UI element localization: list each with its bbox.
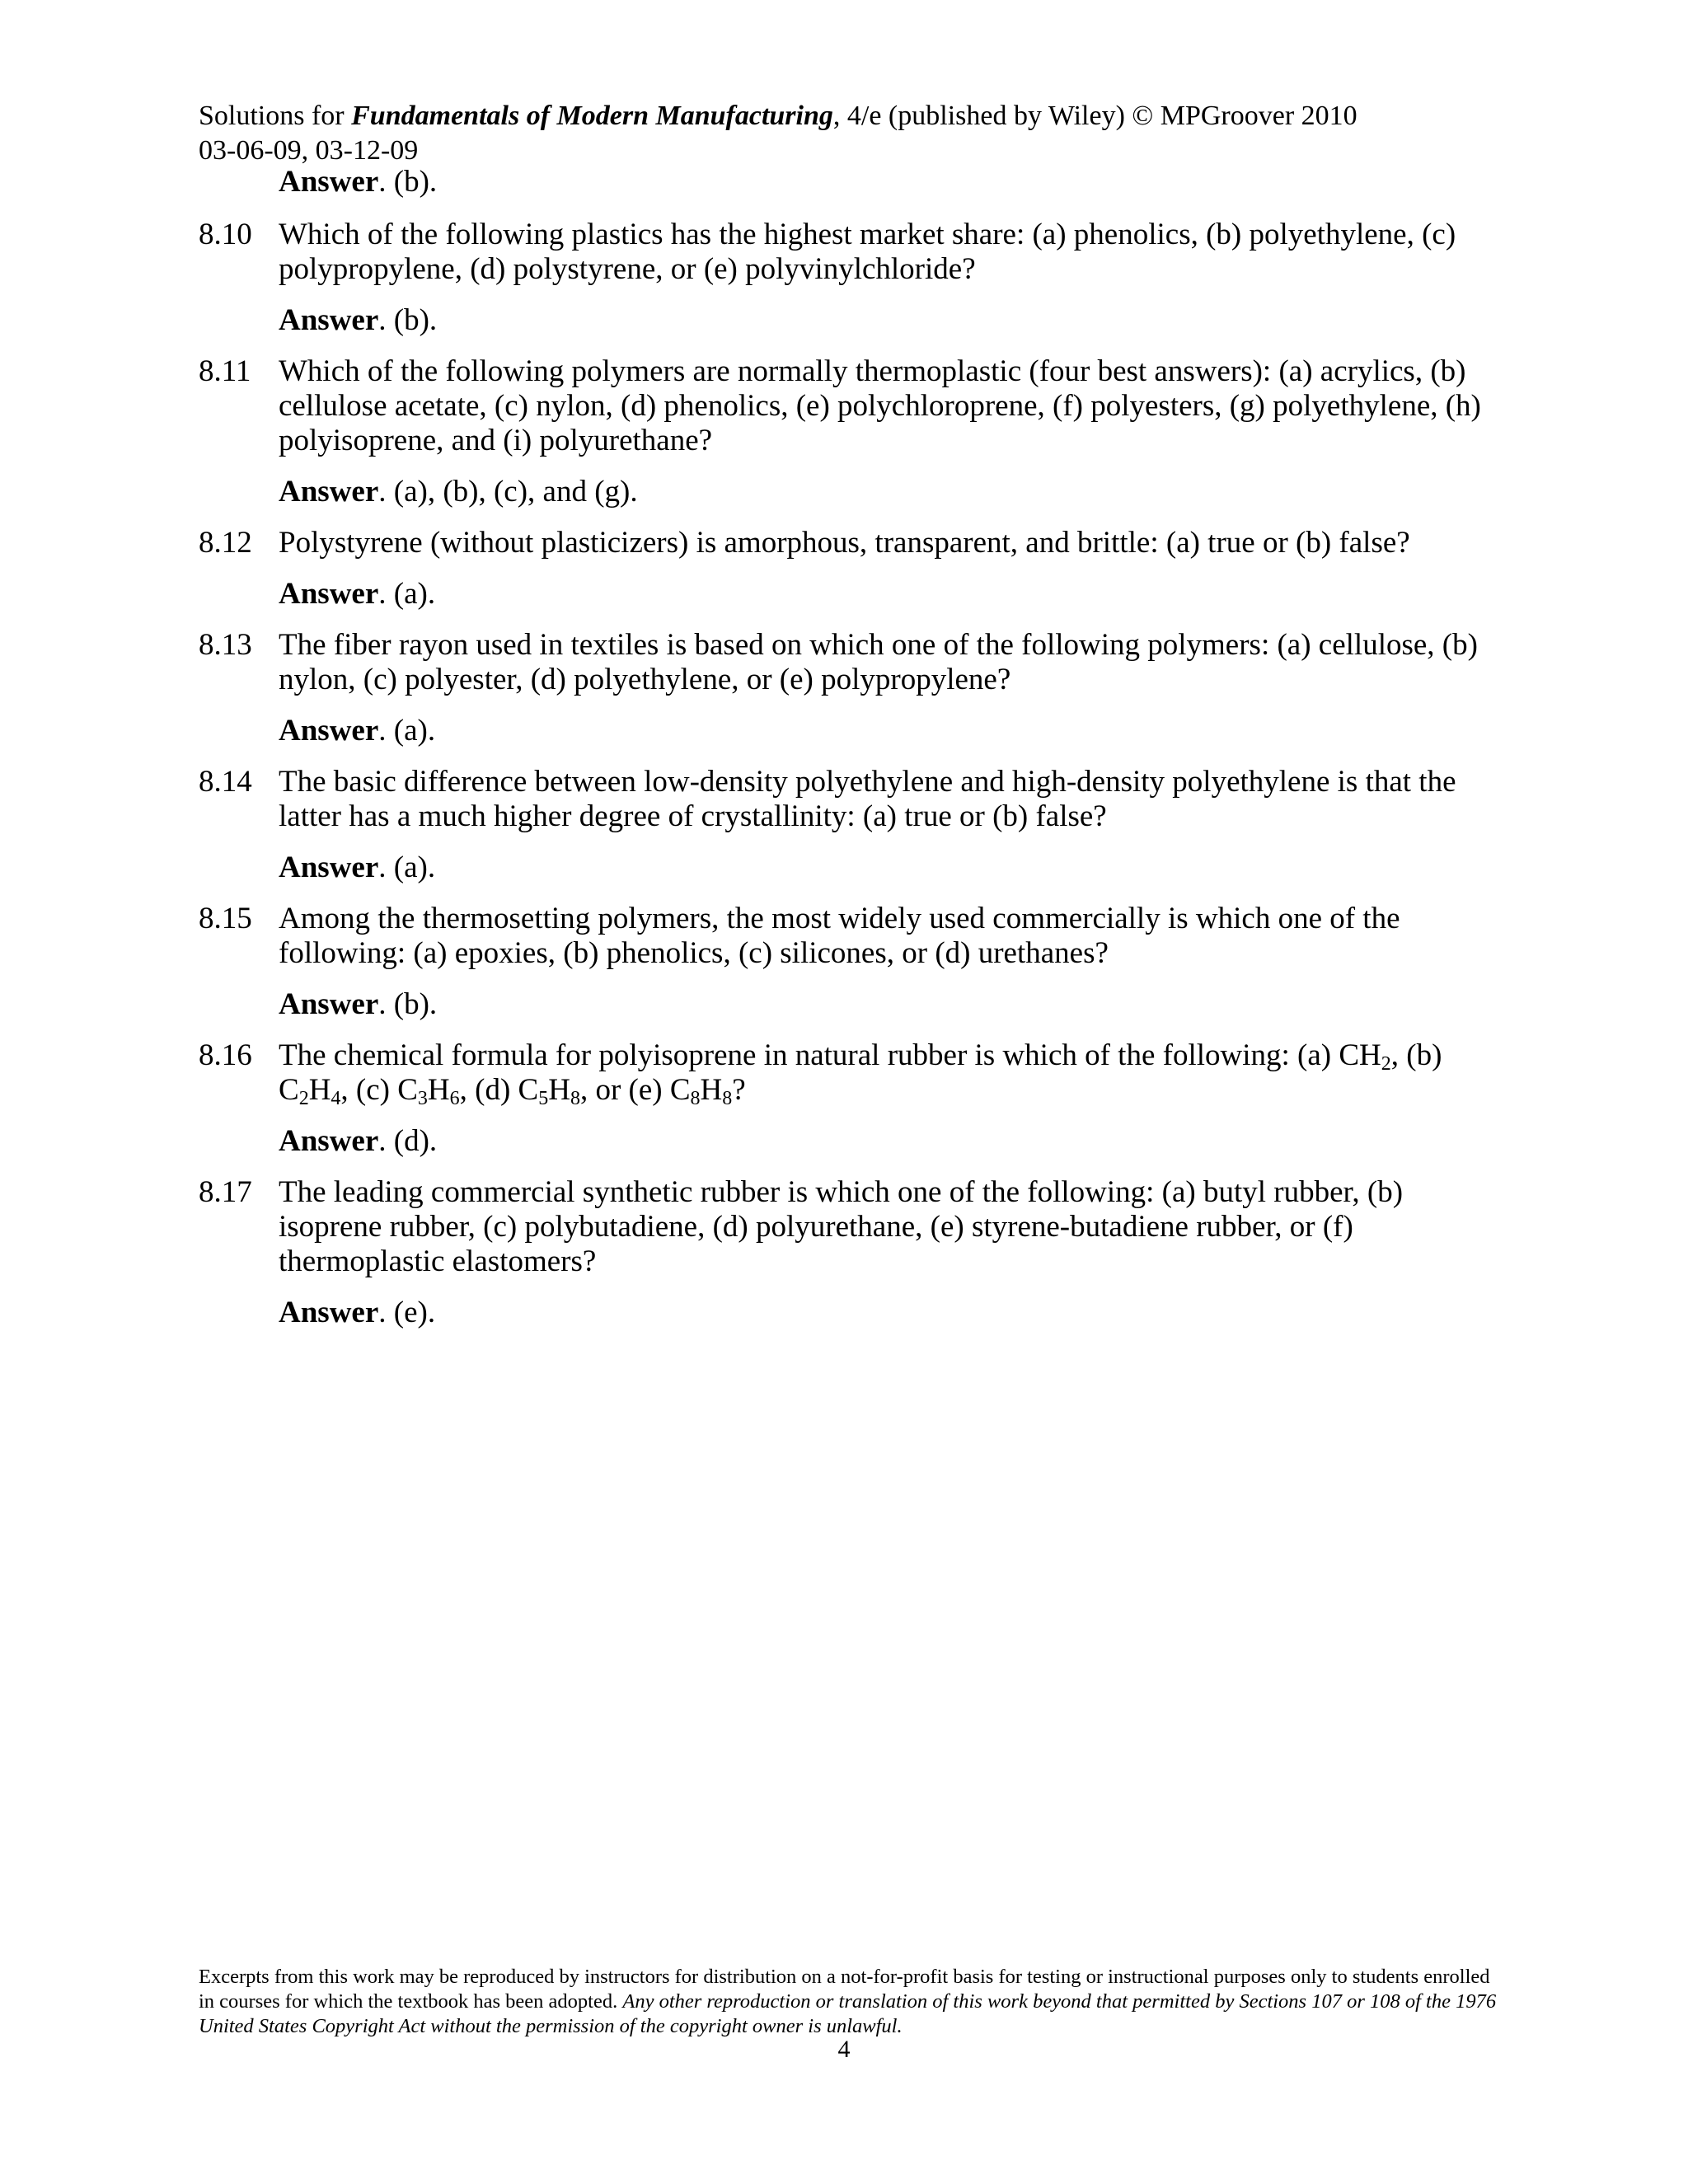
question-number: 8.10 (199, 218, 252, 251)
question-number: 8.15 (199, 902, 252, 935)
answer-value: . (a), (b), (c), and (g). (378, 475, 638, 509)
formula-text: H (700, 1073, 723, 1107)
subscript: 5 (538, 1088, 549, 1109)
book-title: Fundamentals of Modern Manufacturing (351, 101, 833, 131)
question-8-15 (199, 902, 1501, 971)
subscript: 8 (570, 1088, 580, 1109)
copyright-footer (199, 1965, 1501, 2039)
question-8-10 (199, 218, 1501, 287)
subscript: 2 (1381, 1053, 1391, 1075)
subscript: 3 (417, 1088, 428, 1109)
answer-value: . (a). (378, 851, 436, 884)
answer-label: Answer (279, 475, 379, 509)
header-prefix: Solutions for (199, 101, 352, 131)
subscript: 8 (690, 1088, 701, 1109)
answer-8-9 (279, 165, 1501, 199)
formula-text: The chemical formula for polyisoprene in natural rubber is which of the following: (a) CH (279, 1038, 1381, 1072)
question-text: Among the thermosetting polymers, the most widely used commercially is which one of the following: (a) epoxies, (b) phenolics, (c) silicones, or (d) urethanes? (279, 902, 1400, 970)
formula-text: , (c) C (340, 1073, 418, 1107)
footer-text: Excerpts from this work may be reproduced by instructors for distribution on a not-for-profit basis for testing or instructional purposes only to students enrolled in courses for which the textbook has been adopted. (199, 1966, 1490, 2013)
answer-8-10 (279, 303, 1501, 338)
question-text: The leading commercial synthetic rubber is which one of the following: (a) butyl rubber, (b) isoprene rubber, (c) polybutadiene, (d) polyurethane, (e) styrene-butadiene rubber, or (f) thermoplastic elastomers? (279, 1175, 1404, 1278)
answer-label: Answer (279, 165, 379, 199)
question-text (279, 1038, 1501, 1108)
page-header (199, 99, 1357, 168)
question-number: 8.12 (199, 526, 252, 560)
answer-label: Answer (279, 577, 379, 611)
question-number: 8.16 (199, 1038, 252, 1072)
page-number: 4 (837, 2036, 851, 2063)
question-text: Which of the following plastics has the highest market share: (a) phenolics, (b) polyethylene, (c) polypropylene, (d) polystyrene, or (e) polyvinylchloride? (279, 218, 1456, 286)
question-text: Which of the following polymers are normally thermoplastic (four best answers): (a) acrylics, (b) cellulose acetate, (c) nylon, (d) phenolics, (e) polychloroprene, (f) polyesters, (g) polyethylene, (h) polyisoprene, and (i) polyurethane? (279, 354, 1481, 457)
questions-content (199, 165, 1501, 1330)
question-8-17 (199, 1175, 1501, 1279)
answer-8-12 (279, 577, 1501, 612)
question-number: 8.14 (199, 765, 252, 799)
answer-value: . (e). (378, 1296, 436, 1329)
answer-label: Answer (279, 851, 379, 884)
question-8-11 (199, 354, 1501, 458)
formula-text: H (308, 1073, 331, 1107)
answer-value: . (b). (378, 165, 438, 199)
answer-label: Answer (279, 1296, 379, 1329)
answer-8-15 (279, 987, 1501, 1022)
answer-value: . (d). (378, 1124, 438, 1158)
answer-8-13 (279, 714, 1501, 748)
answer-label: Answer (279, 714, 379, 748)
answer-value: . (b). (378, 987, 438, 1021)
answer-label: Answer (279, 303, 379, 337)
footer-italic-text: Any other reproduction or translation of this work beyond that permitted by Sections 107 or 108 of the 1976 United States Copyright Act without the permission of the copyright owner is unlawful. (199, 1990, 1497, 2037)
question-8-13 (199, 628, 1501, 697)
subscript: 8 (722, 1088, 733, 1109)
question-text: The fiber rayon used in textiles is based on which one of the following polymers: (a) cellulose, (b) nylon, (c) polyester, (d) polyethylene, or (e) polypropylene? (279, 628, 1478, 696)
formula-text: ? (732, 1073, 746, 1107)
answer-8-17 (279, 1296, 1501, 1330)
question-8-12 (199, 526, 1501, 560)
formula-text: , (d) C (459, 1073, 539, 1107)
formula-text: , (b) C (279, 1038, 1442, 1107)
subscript: 4 (331, 1088, 341, 1109)
answer-8-14 (279, 851, 1501, 885)
question-number: 8.17 (199, 1175, 252, 1209)
header-line (199, 99, 1357, 134)
answer-8-11 (279, 475, 1501, 509)
answer-value: . (b). (378, 303, 438, 337)
question-8-14 (199, 765, 1501, 834)
header-suffix: , 4/e (published by Wiley) © MPGroover 2010 (832, 101, 1357, 131)
question-text: The basic difference between low-density polyethylene and high-density polyethylene is that the latter has a much higher degree of crystallinity: (a) true or (b) false? (279, 765, 1456, 833)
formula-text: H (548, 1073, 570, 1107)
answer-8-16 (279, 1124, 1501, 1159)
formula-text: H (427, 1073, 450, 1107)
answer-value: . (a). (378, 577, 436, 611)
question-number: 8.13 (199, 628, 252, 662)
subscript: 6 (449, 1088, 460, 1109)
question-8-16 (199, 1038, 1501, 1108)
answer-label: Answer (279, 1124, 379, 1158)
header-dates: 03-06-09, 03-12-09 (199, 135, 419, 166)
answer-label: Answer (279, 987, 379, 1021)
answer-value: . (a). (378, 714, 436, 748)
subscript: 2 (298, 1088, 309, 1109)
formula-text: , or (e) C (579, 1073, 691, 1107)
question-number: 8.11 (199, 354, 251, 388)
question-text: Polystyrene (without plasticizers) is amorphous, transparent, and brittle: (a) true or (b) false? (279, 526, 1410, 560)
